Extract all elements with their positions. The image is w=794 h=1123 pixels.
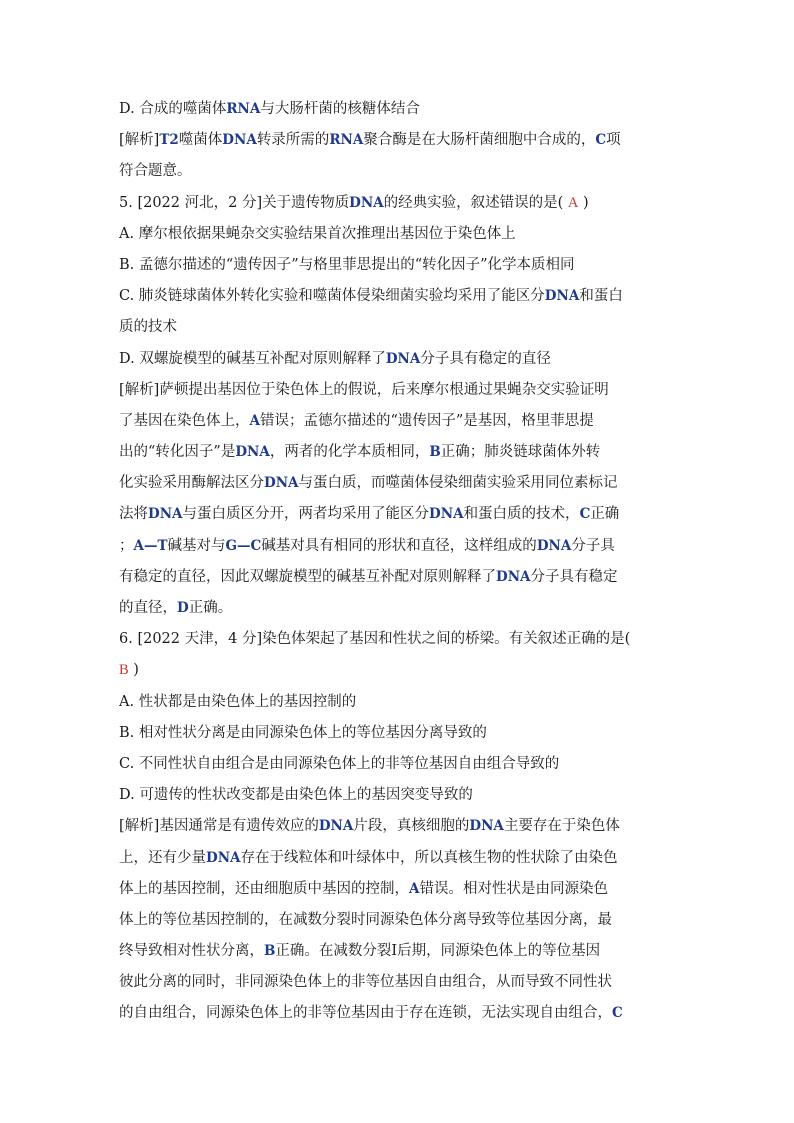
- text-line: [119, 874, 675, 905]
- text-run: 化实验采用酶解法区分: [119, 475, 264, 492]
- text-run: 分子具有稳定: [530, 568, 618, 585]
- highlighted-term: DNA: [469, 818, 504, 835]
- text-line: [119, 499, 675, 530]
- text-run: D. 双螺旋模型的碱基互补配对原则解释了: [119, 350, 386, 367]
- text-run: C. 不同性状自由组合是由同源染色体上的非等位基因自由组合导致的: [119, 755, 560, 772]
- text-line: [119, 811, 675, 842]
- text-run: 碱基对与: [167, 537, 226, 554]
- text-line: [119, 562, 675, 593]
- highlighted-term: DNA: [264, 475, 299, 492]
- text-run: 6. [2022 天津，4 分]染色体架起了基因和性状之间的桥梁。有关叙述正确的是(: [119, 631, 631, 648]
- text-run: 正确。在减数分裂Ⅰ后期，同源染色体上的等位基因: [275, 943, 601, 960]
- text-line: [119, 94, 675, 125]
- text-run: B. 相对性状分离是由同源染色体上的等位基因分离导致的: [119, 724, 487, 741]
- text-run: 法将: [119, 506, 148, 523]
- highlighted-term: DNA: [536, 537, 572, 554]
- text-run: 噬菌体: [178, 132, 223, 149]
- text-run: ): [128, 662, 139, 679]
- text-run: 分子具有稳定的直径: [420, 350, 551, 367]
- text-run: 分子具: [571, 537, 615, 554]
- text-run: 错误；孟德尔描述的“遗传因子”是基因，格里菲思提: [259, 412, 594, 429]
- text-run: C. 肺炎链球菌体外转化实验和噬菌体侵染细菌实验均采用了能区分: [119, 288, 545, 305]
- text-line: [119, 655, 675, 686]
- text-line: [119, 780, 675, 811]
- text-run: 5. [2022 河北，2 分]关于遗传物质: [119, 194, 350, 211]
- text-line: [119, 375, 675, 406]
- text-run: 主要存在于染色体: [503, 818, 620, 835]
- text-line: [119, 687, 675, 718]
- highlighted-term: A: [249, 412, 260, 429]
- text-run: 错误。相对性状是由同源染色: [419, 880, 608, 897]
- highlighted-term: G—C: [225, 537, 262, 554]
- text-line: [119, 749, 675, 780]
- text-run: 正确。: [188, 600, 233, 616]
- highlighted-term: A—T: [133, 537, 168, 554]
- highlighted-term: D: [177, 600, 189, 616]
- text-run: 质的技术: [119, 319, 177, 336]
- text-run: D. 可遗传的性状改变都是由染色体上的基因突变导致的: [119, 787, 473, 804]
- highlighted-term: A: [409, 880, 420, 897]
- text-line: [119, 437, 675, 468]
- text-run: 体上的基因控制，还由细胞质中基因的控制，: [119, 880, 409, 897]
- highlighted-term: C: [595, 132, 607, 149]
- text-run: 与蛋白质区分开，两者均采用了能区分: [182, 506, 430, 523]
- highlighted-term: DNA: [349, 194, 384, 211]
- text-run: A. 性状都是由染色体上的基因控制的: [119, 693, 357, 710]
- text-run: B. 孟德尔描述的“遗传因子”与格里菲思提出的“转化因子”化学本质相同: [119, 256, 575, 273]
- text-line: [119, 250, 675, 281]
- text-line: [119, 998, 675, 1029]
- text-line: [119, 156, 675, 187]
- document-body: [119, 94, 675, 1030]
- text-line: [119, 905, 675, 936]
- text-run: A. 摩尔根依据果蝇杂交实验结果首次推理出基因位于染色体上: [119, 225, 516, 242]
- text-run: ，两者的化学本质相同，: [269, 444, 430, 461]
- highlighted-term: C: [579, 506, 591, 523]
- text-run: 上，还有少量: [119, 849, 206, 866]
- text-run: 转录所需的: [256, 132, 330, 149]
- highlighted-term: DNA: [496, 568, 531, 585]
- text-line: [119, 936, 675, 967]
- highlighted-term: C: [612, 1005, 623, 1022]
- text-line: [119, 281, 675, 312]
- text-run: 有稳定的直径，因此双螺旋模型的碱基互补配对原则解释了: [119, 568, 496, 585]
- text-run: 彼此分离的同时，非同源染色体上的非等位基因自由组合，从而导致不同性状: [119, 974, 612, 991]
- text-line: [119, 967, 675, 998]
- text-run: 正确；肺炎链球菌体外转: [440, 444, 601, 461]
- text-line: [119, 344, 675, 375]
- text-run: 的经典实验，叙述错误的是(: [383, 194, 568, 211]
- highlighted-term: DNA: [206, 849, 241, 866]
- text-run: 与大肠杆菌的核糖体结合: [260, 101, 420, 117]
- highlighted-term: DNA: [318, 818, 354, 835]
- highlighted-term: B: [429, 444, 441, 461]
- text-run: 正确: [590, 506, 620, 523]
- text-line: [119, 125, 675, 156]
- highlighted-term: DNA: [222, 132, 257, 149]
- text-run: 符合题意。: [119, 163, 192, 180]
- text-line: [119, 718, 675, 749]
- text-line: [119, 219, 675, 250]
- text-line: [119, 593, 675, 624]
- highlighted-term: DNA: [148, 506, 183, 523]
- text-run: [解析]萨顿提出基因位于染色体上的假说，后来摩尔根通过果蝇杂交实验证明: [119, 381, 609, 398]
- text-run: ；: [119, 537, 134, 554]
- highlighted-term: B: [264, 943, 276, 960]
- highlighted-term: DNA: [235, 444, 270, 461]
- text-run: 片段，真核细胞的: [353, 818, 470, 835]
- text-run: 与蛋白质，而噬菌体侵染细菌实验采用同位素标记: [298, 475, 618, 492]
- text-line: [119, 406, 675, 437]
- answer-letter: A: [567, 194, 579, 211]
- text-run: 终导致相对性状分离，: [119, 943, 264, 960]
- text-run: D. 合成的噬菌体: [119, 101, 227, 117]
- text-run: 的直径，: [119, 600, 177, 616]
- text-run: 聚合酶是在大肠杆菌细胞中合成的，: [363, 132, 596, 149]
- text-run: 了基因在染色体上，: [119, 412, 250, 429]
- highlighted-term: RNA: [329, 132, 364, 149]
- answer-letter: B: [119, 662, 129, 679]
- text-line: [119, 468, 675, 499]
- text-run: 出的“转化因子”是: [119, 444, 236, 461]
- text-run: 体上的等位基因控制的，在减数分裂时同源染色体分离导致等位基因分离，最: [119, 911, 612, 928]
- highlighted-term: RNA: [226, 101, 261, 117]
- highlighted-term: DNA: [544, 288, 580, 305]
- text-line: [119, 843, 675, 874]
- text-run: [解析]基因通常是有遗传效应的: [119, 818, 319, 835]
- text-run: 的自由组合，同源染色体上的非等位基因由于存在连锁，无法实现自由组合，: [119, 1005, 612, 1022]
- text-line: [119, 531, 675, 562]
- text-line: [119, 624, 675, 655]
- highlighted-term: T2: [159, 132, 179, 149]
- text-run: 碱基对具有相同的形状和直径，这样组成的: [261, 537, 537, 554]
- highlighted-term: DNA: [385, 350, 421, 367]
- text-run: [解析]: [119, 132, 160, 149]
- text-run: 存在于线粒体和叶绿体中，所以真核生物的性状除了由染色: [240, 849, 618, 866]
- highlighted-term: DNA: [429, 506, 464, 523]
- text-line: [119, 188, 675, 219]
- text-line: [119, 312, 675, 343]
- text-run: 项: [606, 132, 621, 149]
- text-run: 和蛋白质的技术，: [463, 506, 580, 523]
- text-run: 和蛋白: [579, 288, 623, 305]
- text-run: ): [578, 194, 589, 211]
